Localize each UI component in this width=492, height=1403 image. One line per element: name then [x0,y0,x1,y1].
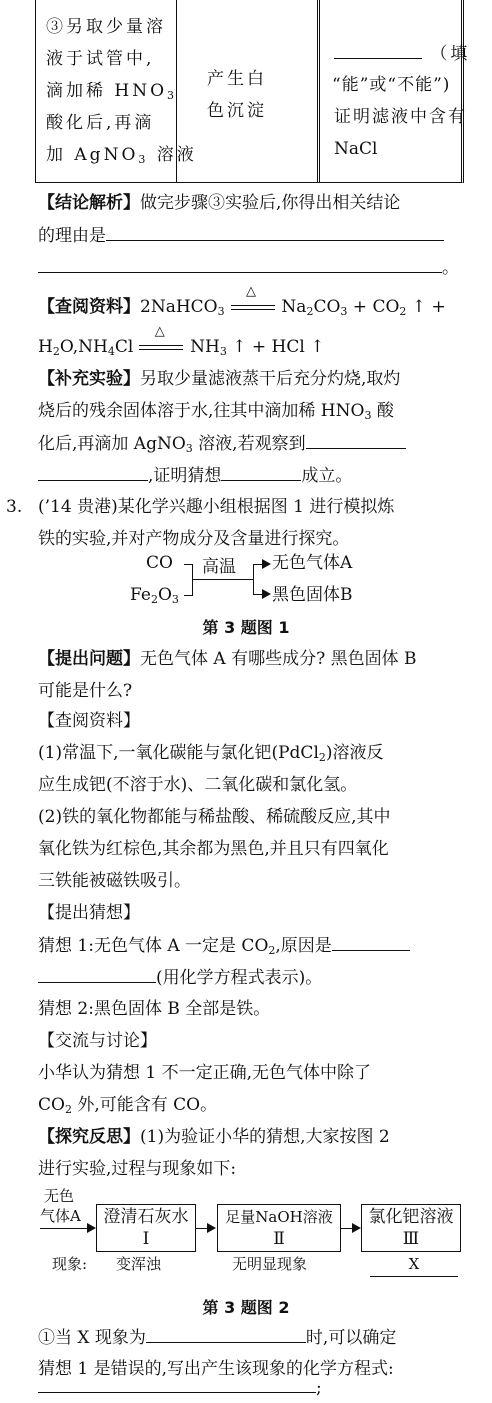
text: H [38,337,53,357]
apparatus-label: 足量NaOH溶液 [225,1208,333,1226]
cell-text: 液于试管中, [46,49,155,69]
text: CO [313,297,341,317]
arrow-icon [341,1228,359,1229]
text: 做完步骤③实验后,你得出相关结论 [140,193,401,213]
apparatus-label: 氯化钯溶液 [368,1207,454,1227]
question-text [38,644,458,676]
text: Na [281,297,307,317]
section-label: 【提出问题】 [38,649,140,669]
bracket-left [184,564,193,596]
figure-caption: 第 3 题图 1 [202,618,290,637]
apparatus-label: 澄清石灰水 [103,1207,189,1227]
supplement-line: 烧后的残余固体溶于水,往其中滴加稀 $HNO_3$ 酸 [38,401,394,422]
section-label: 【交流与讨论】 [38,1031,157,1051]
apparatus-number: Ⅲ [402,1229,420,1249]
bracket-right [253,564,262,594]
text: Cl [114,337,134,357]
text: 酸 [371,401,394,421]
phenomenon-label: 现象: [52,1255,88,1273]
figure-caption: 第 3 题图 2 [202,1298,290,1317]
question-text: 进行实验,过程与现象如下: [38,1159,237,1179]
heat-icon: △ [246,284,257,299]
answer-blank[interactable] [38,252,442,273]
question-text: 铁的实验,并对产物成分及含量进行探究。 [38,529,350,549]
supplement-line [38,364,458,396]
question-number: 3. [6,497,23,517]
question-text: (2)铁的氧化物都能与稀盐酸、稀硫酸反应,其中 [38,807,391,827]
condition-label: 高温 [202,557,236,577]
arrow-icon [253,594,269,595]
question-text: 三铁能被磁铁吸引。 [38,871,191,891]
text: NH [190,337,220,357]
text: 。 [442,258,459,278]
question-text: $CO_2$ 外,可能含有 CO。 [38,1095,218,1116]
apparatus-1 [96,1204,196,1252]
experiment-table [35,0,471,183]
arrow-icon [196,1228,214,1229]
question-text: 猜想 2:黑色固体 B 全部是铁。 [38,999,271,1019]
text: 溶液,若观察到 [192,434,306,454]
answer-blank[interactable] [38,460,148,481]
section-label: 【探究反思】 [38,1127,140,1147]
conclusion-line [38,220,458,253]
answer-blank[interactable] [332,930,410,951]
answer-blank[interactable] [106,220,444,241]
cell-text: 酸化后,再滴 [46,113,155,133]
question-text: 猜想 1 是错误的,写出产生该现象的化学方程式: [38,1359,394,1379]
apparatus-2 [217,1204,341,1252]
question-text: 应生成钯(不溶于水)、二氧化碳和氯化氢。 [38,775,358,795]
question-text: (用化学方程式表示)。 [38,962,458,995]
section-label: 【提出猜想】 [38,903,140,923]
cell-text: “能”或“不能”) [332,75,451,95]
table-cell-operation [36,0,197,182]
answer-blank[interactable] [38,962,156,983]
text: 无色气体 A 有哪些成分? 黑色固体 B [140,649,417,669]
conclusion-line [38,188,458,220]
reactant-co: CO [146,553,173,573]
text: 化后,再滴加 AgNO [38,434,186,454]
text: ↑ + HCl ↑ [226,337,325,357]
phenomenon-1: 变浑浊 [116,1255,162,1273]
question-text: 【探究反思】(1)为验证小华的猜想,大家按图 2 [38,1127,390,1147]
supplement-line [38,460,458,493]
question-text: 小华认为猜想 1 不一定正确,无色气体中除了 [38,1063,372,1083]
text: + CO [347,297,400,317]
answer-blank[interactable] [334,38,422,59]
cell-text: 加 AgNO$_3$ 溶液 [46,145,197,166]
question-text: 猜想 1:无色气体 A 一定是 $CO_2$,原因是 [38,930,458,963]
arrow-icon [40,1228,94,1229]
heat-icon: △ [154,324,165,339]
text: O,NH [59,337,108,357]
answer-blank[interactable] [38,1372,316,1393]
text: 成立。 [301,466,353,486]
question-text: (1)常温下,一氧化碳能与氯化钯(PdCl$_2$)溶液反 [38,743,384,764]
equation-line: 【查阅资料】2NaHCO$_3$ △ $Na_2CO_3 + CO_2$ ↑ + [38,292,458,324]
section-label: 【查阅资料】 [38,297,140,317]
text: ,证明猜想 [148,466,222,486]
cell-text: 滴加稀 $HNO_3$ [46,81,178,102]
section-label: 【补充实验】 [38,369,140,389]
answer-blank[interactable] [146,1322,306,1343]
text: 的理由是 [38,226,106,246]
figure-2 [0,1186,492,1280]
product-a: 无色气体A [272,553,353,573]
cell-text: 产生白 [207,69,267,89]
apparatus-number: Ⅰ [142,1229,150,1249]
apparatus-number: Ⅱ [273,1229,285,1249]
gas-label: 气体A [40,1207,81,1225]
table-cell-phenomenon [177,0,320,182]
question-text: ①当 X 现象为 时,可以确定 [38,1322,458,1355]
text: 2NaHCO [140,297,218,317]
question-text: 可能是什么? [38,681,133,701]
product-b: 黑色固体B [272,585,353,605]
heat-condition [139,324,185,364]
question-text: ; [38,1372,458,1402]
text: ↑ + [406,297,446,317]
cell-text: 证明滤液中含有 [334,107,467,127]
table-cell-conclusion [322,0,471,182]
gas-label: 无色 [44,1187,75,1205]
cell-text: NaCl [334,139,378,159]
arrow-icon [253,564,269,565]
cell-text: ③另取少量溶 [46,17,166,37]
section-label: 【查阅资料】 [38,711,140,731]
answer-blank[interactable] [306,428,406,449]
phenomenon-2: 无明显现象 [232,1255,308,1273]
text: 另取少量滤液蒸干后充分灼烧,取灼 [140,369,401,389]
question-text: 氧化铁为红棕色,其余都为黑色,并且只有四氧化 [38,839,389,859]
question-text: (’14 贵港)某化学兴趣小组根据图 1 进行模拟炼 [38,497,395,517]
equation-line: $H_2O,NH_4Cl$ △ $NH_3$ ↑ + HCl ↑ [38,332,458,364]
answer-blank[interactable] [221,460,301,481]
apparatus-3 [361,1204,461,1252]
supplement-line: 化后,再滴加 AgNO$_3$ 溶液,若观察到 [38,428,458,461]
heat-condition [230,284,276,324]
reactant-fe2o3: $Fe_2O_3$ [130,585,179,606]
text: 烧后的残余固体溶于水,往其中滴加稀 HNO [38,401,365,421]
section-label: 【结论解析】 [38,193,140,213]
figure-1 [120,548,380,608]
phenomenon-3-blank[interactable]: X [370,1252,458,1277]
cell-text: 色沉淀 [207,101,267,121]
cell-text: （填 [334,38,470,71]
